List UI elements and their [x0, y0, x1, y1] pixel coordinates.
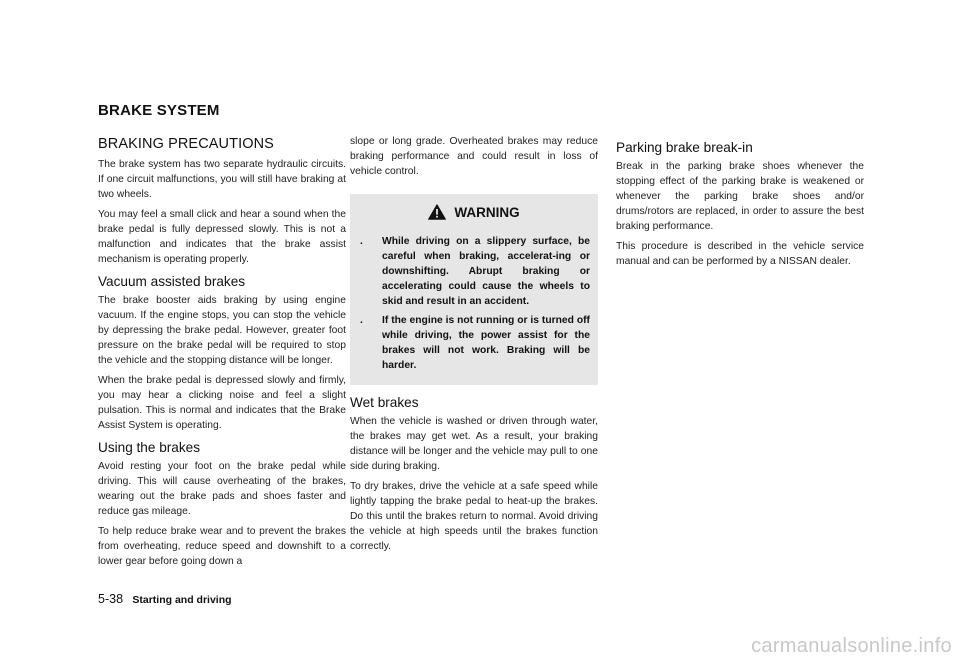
paragraph: You may feel a small click and hear a sound when the brake pedal is fully depressed slowly. This is not a malfunction and indicates that the brake assist mechanism is operating properly.: [98, 209, 346, 265]
bullet: .: [360, 315, 363, 326]
wet-brakes-heading: Wet brakes: [350, 395, 419, 410]
paragraph: When the vehicle is washed or driven through water, the brakes may get wet. As a result, your braking distance will be longer and the vehicle may pull to one side during braking.: [350, 416, 598, 472]
paragraph: The brake system has two separate hydraulic circuits. If one circuit malfunctions, you will still have braking at two wheels.: [98, 159, 346, 200]
warning-box: [350, 194, 598, 385]
warning-item-text: If the engine is not running or is turned off while driving, the power assist for the brakes will not work. Braking will be harder.: [382, 315, 590, 371]
paragraph: To dry brakes, drive the vehicle at a safe speed while lightly tapping the brake pedal to heat-up the brakes. Do this until the brakes return to normal. Avoid driving the vehicle at high speeds until the brakes function correctly.: [350, 481, 598, 552]
paragraph: Avoid resting your foot on the brake pedal while driving. This will cause overheating of the brakes, wearing out the brake pads and shoes faster and reduce gas mileage.: [98, 461, 346, 517]
warning-item-text: While driving on a slippery surface, be careful when braking, accelerat-ing or downshifting. Abrupt braking or accelerating could cause the wheels to skid and result in an accident.: [382, 236, 590, 307]
chapter-title: Starting and driving: [132, 594, 232, 606]
warning-item: [358, 313, 590, 373]
column-1: [98, 136, 346, 574]
vacuum-assisted-brakes-heading: Vacuum assisted brakes: [98, 274, 246, 289]
page-number: 5-38: [98, 592, 124, 606]
warning-triangle-icon: [428, 204, 446, 220]
braking-precautions-heading: BRAKING PRECAUTIONS: [98, 136, 274, 152]
parking-brake-break-in-heading: Parking brake break-in: [616, 140, 753, 155]
column-2: [350, 134, 598, 559]
paragraph: To help reduce brake wear and to prevent the brakes from overheating, reduce speed and downshift to a lower gear before going down a: [98, 526, 346, 567]
column-3: [616, 140, 864, 274]
using-the-brakes-heading: Using the brakes: [98, 440, 201, 455]
paragraph: The brake booster aids braking by using engine vacuum. If the engine stops, you can stop the vehicle by depressing the brake pedal. However, greater foot pressure on the brake pedal will be required to stop the vehicle and the stopping distance will be longer.: [98, 295, 346, 366]
warning-header: [358, 204, 590, 220]
paragraph: Break in the parking brake shoes whenever the stopping effect of the parking brake is weakened or whenever the parking brake shoes and/or drums/rotors are replaced, in order to assure the best braking performance.: [616, 161, 864, 232]
paragraph: This procedure is described in the vehicle service manual and can be performed by a NISSAN dealer.: [616, 241, 864, 267]
warning-title: WARNING: [454, 204, 520, 220]
section-title: BRAKE SYSTEM: [98, 102, 220, 119]
paragraph: When the brake pedal is depressed slowly and firmly, you may hear a clicking noise and feel a slight pulsation. This is normal and indicates that the Brake Assist System is operating.: [98, 375, 346, 431]
watermark: carmanualsonline.info: [751, 635, 952, 657]
bullet: .: [360, 236, 363, 247]
warning-item: [358, 234, 590, 309]
page-footer: [98, 592, 232, 606]
warning-list: [358, 234, 590, 373]
paragraph: slope or long grade. Overheated brakes may reduce braking performance and could result in loss of vehicle control.: [350, 136, 598, 177]
